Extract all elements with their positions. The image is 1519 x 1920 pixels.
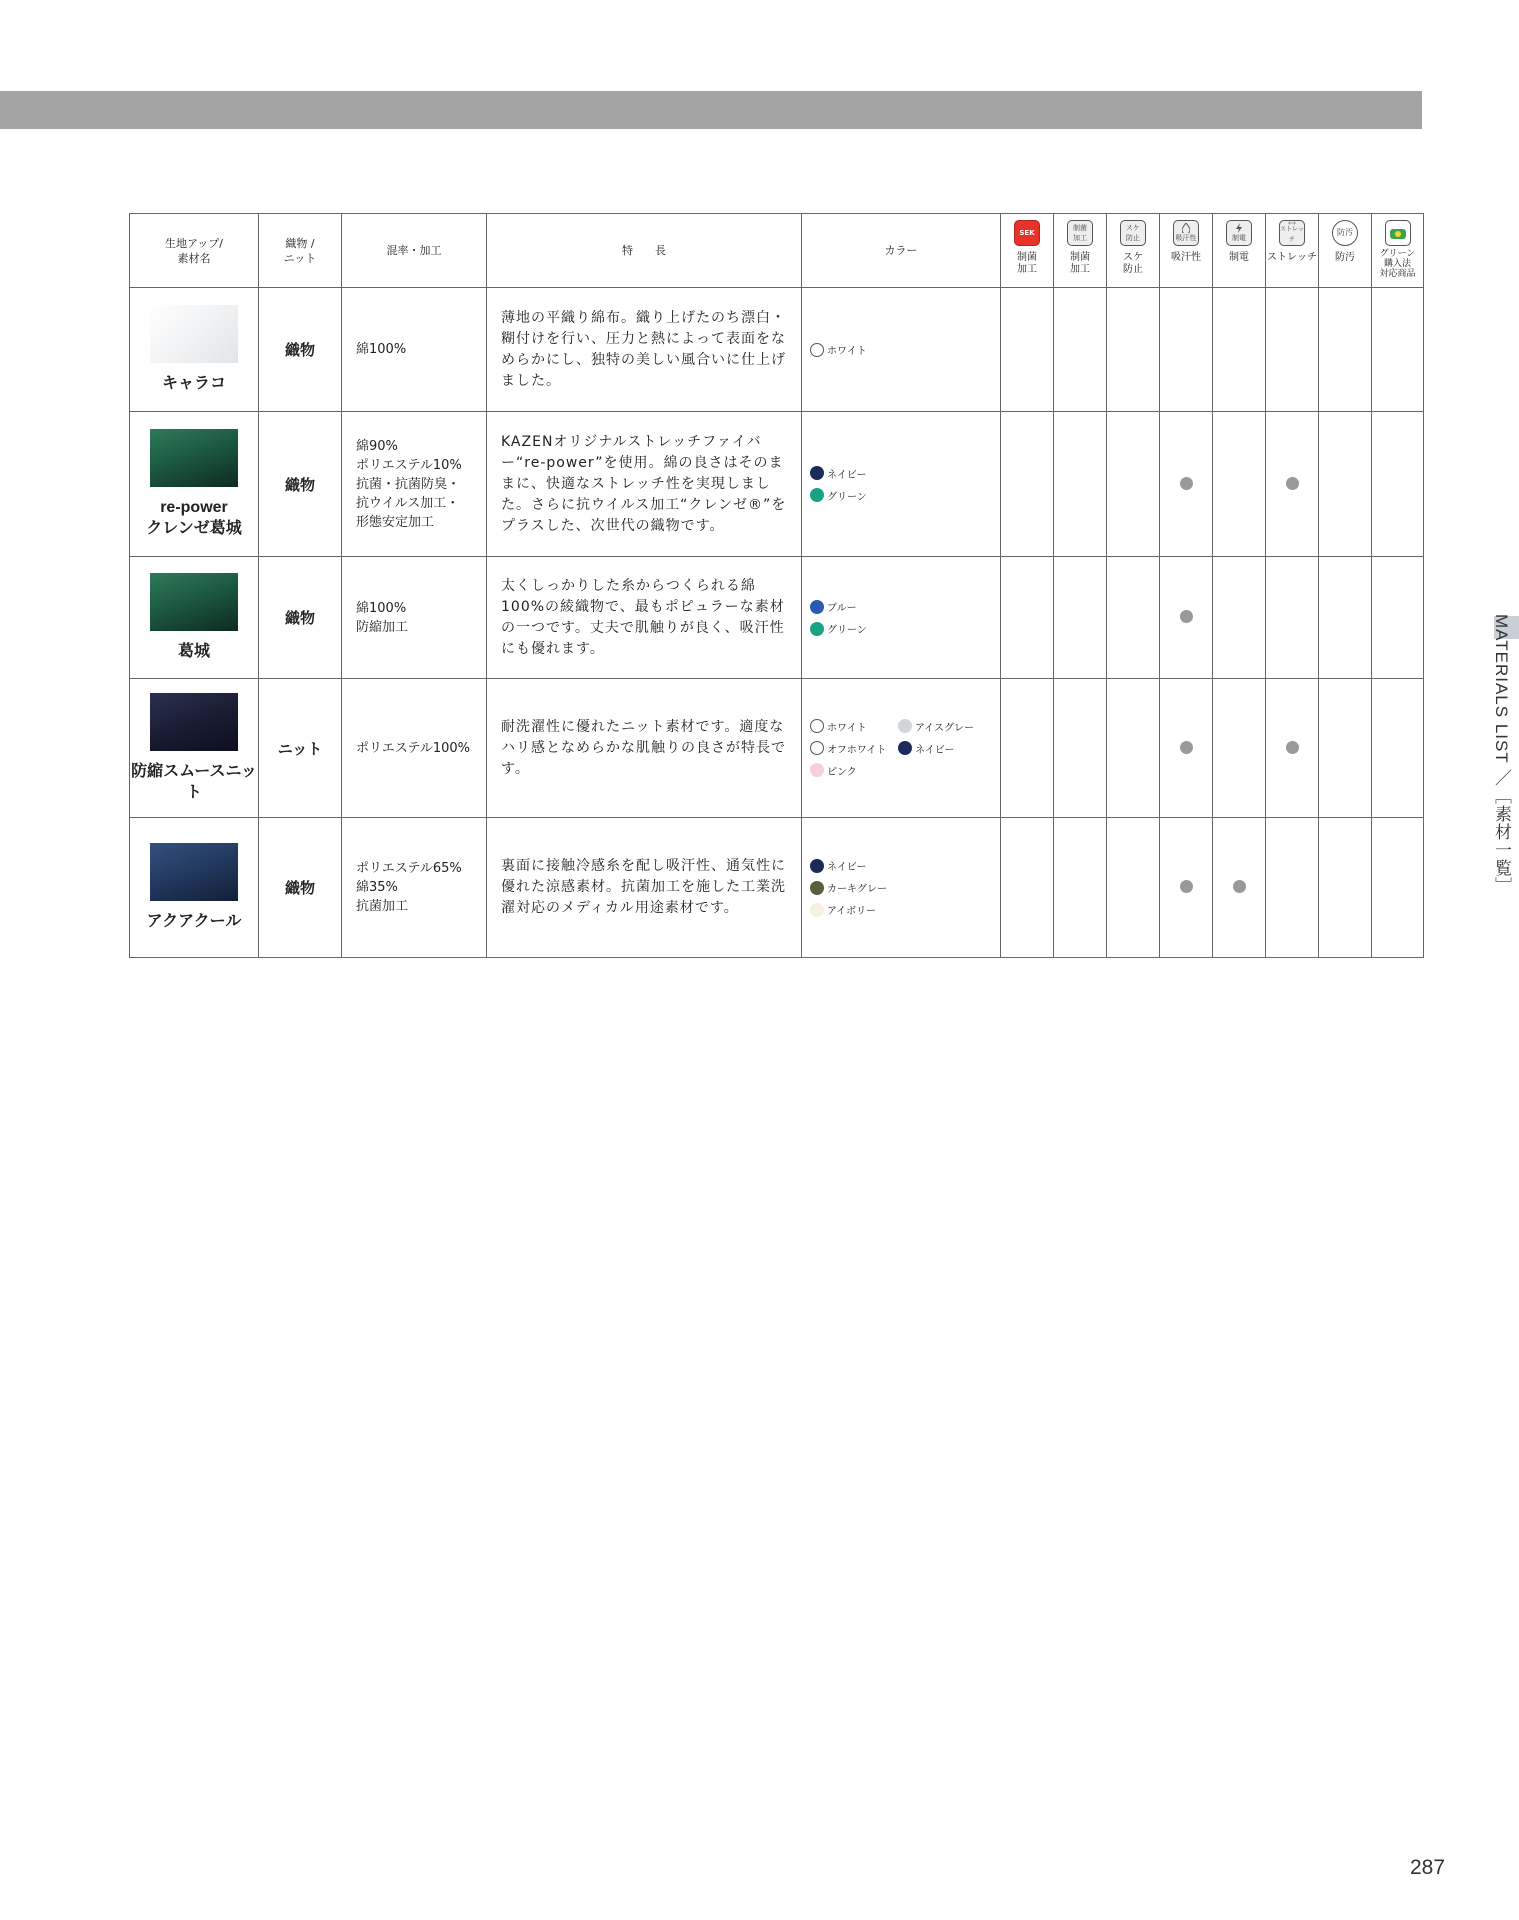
function-mark-cell [1107, 679, 1160, 818]
function-mark-cell [1213, 288, 1266, 412]
color-option [898, 739, 988, 757]
fabric-name: re-power クレンゼ葛城 [146, 499, 242, 537]
fabric-name: アクアクール [146, 913, 242, 930]
function-mark-cell [1213, 818, 1266, 958]
function-mark-cell [1266, 288, 1319, 412]
color-name: グリーン [827, 491, 867, 503]
function-mark-cell [1160, 679, 1213, 818]
stain-proof-icon: 防汚 [1332, 220, 1358, 246]
fabric-name: キャラコ [161, 375, 226, 392]
function-mark-cell [1372, 679, 1424, 818]
fabric-composition: 綿100% [342, 288, 487, 412]
color-name: グリーン [827, 625, 867, 636]
fabric-cell [130, 288, 259, 412]
function-mark-cell [1319, 679, 1372, 818]
function-mark-cell [1266, 818, 1319, 958]
function-mark-cell [1160, 818, 1213, 958]
color-option [810, 620, 990, 638]
color-option [898, 717, 988, 735]
color-option [810, 341, 990, 359]
function-header: 吸汗性 吸汗性 [1160, 214, 1213, 288]
color-option [810, 598, 990, 616]
fabric-cell [130, 818, 259, 958]
feature-mark [1286, 477, 1299, 490]
function-mark-cell [1372, 288, 1424, 412]
material-row [130, 557, 1424, 679]
fabric-cell [130, 557, 259, 679]
color-name: アイスグレー [915, 722, 974, 734]
header-features: 特 長 [487, 214, 802, 288]
fabric-composition: ポリエステル100% [342, 679, 487, 818]
feature-mark [1180, 741, 1193, 754]
function-mark-cell [1054, 288, 1107, 412]
fabric-colors [802, 288, 1001, 412]
function-mark-cell [1266, 679, 1319, 818]
function-mark-cell [1213, 557, 1266, 679]
color-option [810, 464, 990, 482]
feature-mark [1233, 880, 1246, 893]
function-header: 制菌 加工 制菌 加工 [1054, 214, 1107, 288]
header-name: 生地アップ/ 素材名 [130, 214, 259, 288]
function-mark-cell [1213, 412, 1266, 557]
fabric-colors [802, 818, 1001, 958]
header-bar [0, 91, 1422, 129]
color-dot [810, 622, 824, 636]
function-mark-cell [1160, 557, 1213, 679]
function-mark-cell [1054, 679, 1107, 818]
function-mark-cell [1319, 557, 1372, 679]
page-number: 287 [1410, 1856, 1446, 1879]
header-composition: 混率・加工 [342, 214, 487, 288]
material-row [130, 818, 1424, 958]
color-name: ピンク [827, 766, 857, 778]
function-mark-cell [1319, 412, 1372, 557]
function-header: SEK 制菌 加工 [1001, 214, 1054, 288]
color-dot [810, 719, 824, 733]
color-option [810, 486, 990, 504]
color-dot [810, 343, 824, 357]
function-header: グリーン 購入法 対応商品 [1372, 214, 1424, 288]
function-mark-cell [1107, 412, 1160, 557]
fabric-colors [802, 557, 1001, 679]
header-row [130, 214, 1424, 288]
materials-table [129, 213, 1424, 958]
fabric-type: 織物 [259, 412, 342, 557]
fabric-name: 葛城 [177, 643, 210, 660]
fabric-colors [802, 412, 1001, 557]
color-dot [810, 600, 824, 614]
function-mark-cell [1266, 557, 1319, 679]
fabric-type: 織物 [259, 818, 342, 958]
color-name: ホワイト [827, 722, 867, 734]
section-label: MATERIALS LIST ／［素材一覧］ [1492, 614, 1511, 896]
fabric-swatch [150, 843, 238, 901]
function-mark-cell [1001, 288, 1054, 412]
green-purchasing-icon [1385, 220, 1411, 246]
color-name: ブルー [827, 603, 857, 614]
color-dot [810, 881, 824, 895]
function-mark-cell [1372, 818, 1424, 958]
color-option [810, 717, 898, 735]
fabric-type: 織物 [259, 557, 342, 679]
color-option [810, 761, 898, 779]
fabric-features: 耐洗濯性に優れたニット素材です。適度なハリ感となめらかな肌触りの良さが特長です。 [487, 679, 802, 818]
feature-mark [1180, 610, 1193, 623]
color-dot [810, 488, 824, 502]
antibacterial-icon: 制菌 加工 [1067, 220, 1093, 246]
fabric-type: ニット [259, 679, 342, 818]
fabric-features: 薄地の平織り綿布。織り上げたのち漂白・糊付けを行い、圧力と熱によって表面をなめらかにし、独特の美しい風合いに仕上げました。 [487, 288, 802, 412]
function-header: 制電 制電 [1213, 214, 1266, 288]
function-mark-cell [1266, 412, 1319, 557]
function-mark-cell [1107, 288, 1160, 412]
function-mark-cell [1054, 412, 1107, 557]
color-dot [810, 763, 824, 777]
function-header: 防汚 防汚 [1319, 214, 1372, 288]
function-mark-cell [1372, 412, 1424, 557]
function-mark-cell [1107, 557, 1160, 679]
feature-mark [1286, 741, 1299, 754]
color-option [810, 879, 990, 897]
material-row [130, 412, 1424, 557]
fabric-swatch [150, 693, 238, 751]
color-name: ネイビー [827, 862, 867, 873]
fabric-swatch [150, 305, 238, 363]
color-option [810, 739, 898, 757]
feature-mark [1180, 880, 1193, 893]
color-name: オフホワイト [827, 744, 887, 756]
see-through-proof-icon: スケ 防止 [1120, 220, 1146, 246]
header-colors: カラー [802, 214, 1001, 288]
color-dot [898, 741, 912, 755]
color-dot [810, 859, 824, 873]
color-dot [898, 719, 912, 733]
fabric-type: 織物 [259, 288, 342, 412]
color-dot [810, 741, 824, 755]
function-mark-cell [1319, 818, 1372, 958]
function-mark-cell [1319, 288, 1372, 412]
fabric-swatch [150, 573, 238, 631]
function-header: ストレッチ ストレッチ [1266, 214, 1319, 288]
color-dot [810, 903, 824, 917]
material-row [130, 679, 1424, 818]
header-type: 織物 / ニット [259, 214, 342, 288]
fabric-composition: 綿90% ポリエステル10% 抗菌・抗菌防臭・ 抗ウイルス加工・ 形態安定加工 [342, 412, 487, 557]
fabric-composition: ポリエステル65% 綿35% 抗菌加工 [342, 818, 487, 958]
color-name: カーキグレー [827, 884, 887, 895]
function-mark-cell [1001, 679, 1054, 818]
fabric-features: 裏面に接触冷感糸を配し吸汗性、通気性に優れた涼感素材。抗菌加工を施した工業洗濯対応のメディカル用途素材です。 [487, 818, 802, 958]
color-name: ネイビー [827, 469, 867, 481]
color-name: アイボリー [827, 906, 877, 917]
function-mark-cell [1054, 557, 1107, 679]
color-option [810, 857, 990, 875]
fabric-name: 防縮スムースニット [131, 763, 257, 801]
feature-mark [1180, 477, 1193, 490]
function-mark-cell [1001, 412, 1054, 557]
fabric-features: KAZENオリジナルストレッチファイバー“re-power”を使用。綿の良さはそのままに、快適なストレッチ性を実現しました。さらに抗ウイルス加工“クレンゼ®”をプラスした、次世代の織物です。 [487, 412, 802, 557]
fabric-features: 太くしっかりした糸からつくられる綿100%の綾織物で、最もポピュラーな素材の一つです。丈夫で肌触りが良く、吸汗性にも優れます。 [487, 557, 802, 679]
function-mark-cell [1001, 557, 1054, 679]
color-name: ホワイト [827, 346, 867, 357]
fabric-colors [802, 679, 1001, 818]
color-dot [810, 466, 824, 480]
function-mark-cell [1107, 818, 1160, 958]
fabric-swatch [150, 429, 238, 487]
function-mark-cell [1001, 818, 1054, 958]
material-row [130, 288, 1424, 412]
color-name: ネイビー [915, 744, 955, 756]
antistatic-icon: 制電 [1226, 220, 1252, 246]
function-mark-cell [1372, 557, 1424, 679]
function-mark-cell [1160, 412, 1213, 557]
fabric-composition: 綿100% 防縮加工 [342, 557, 487, 679]
function-mark-cell [1054, 818, 1107, 958]
fabric-cell [130, 679, 259, 818]
function-mark-cell [1213, 679, 1266, 818]
fabric-cell [130, 412, 259, 557]
sweat-absorbent-icon: 吸汗性 [1173, 220, 1199, 246]
color-option [810, 901, 990, 919]
function-header: スケ 防止 スケ 防止 [1107, 214, 1160, 288]
stretch-icon: ストレッチ [1279, 220, 1305, 246]
function-mark-cell [1160, 288, 1213, 412]
sek-icon: SEK [1014, 220, 1040, 246]
